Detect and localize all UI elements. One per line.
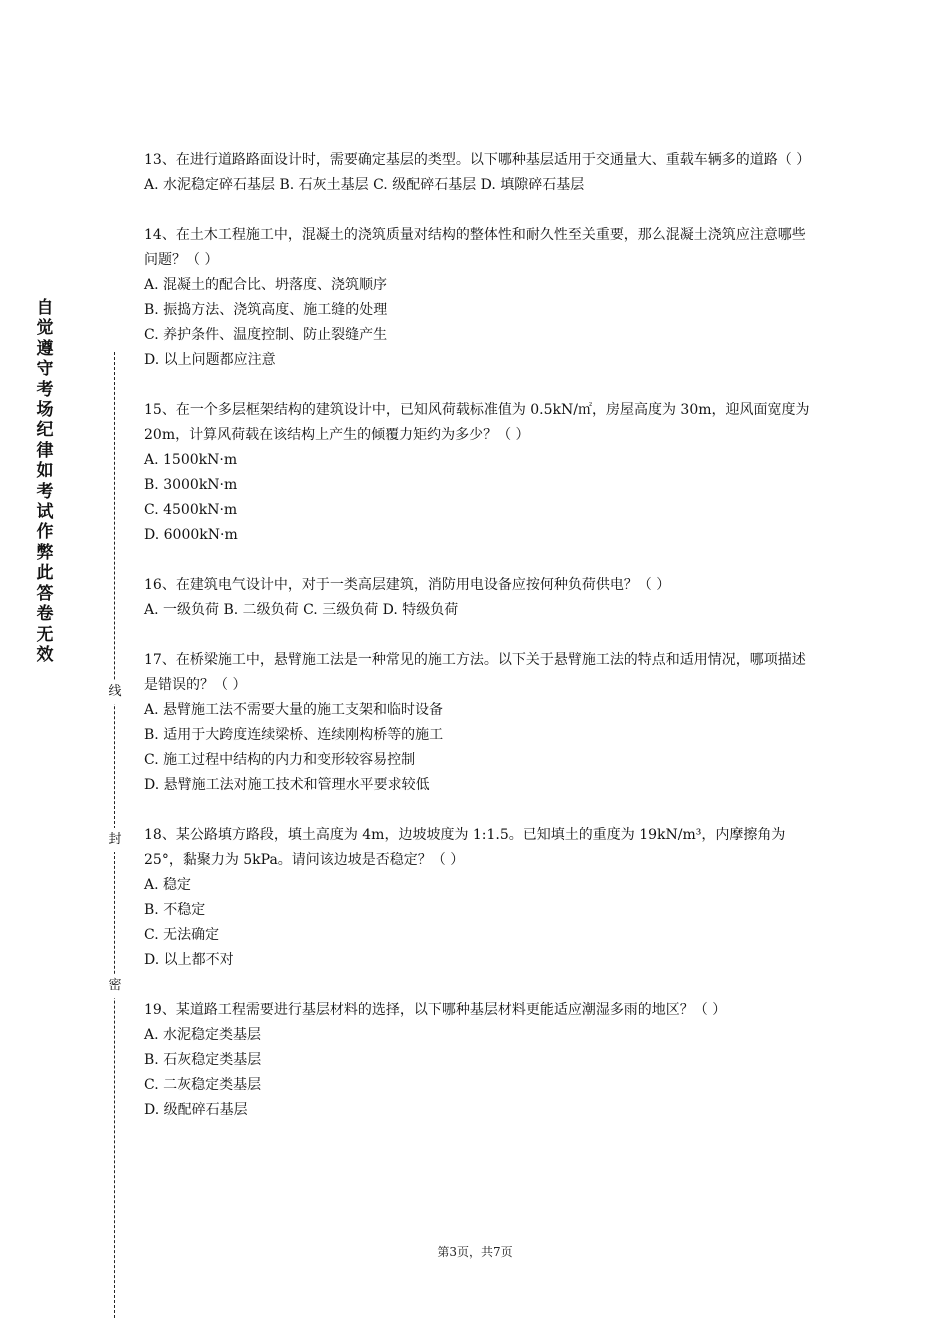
option-b: B. 振捣方法、浇筑高度、施工缝的处理 bbox=[144, 302, 388, 318]
question-16 bbox=[144, 573, 810, 623]
option-a: A. 悬臂施工法不需要大量的施工支架和临时设备 bbox=[144, 702, 444, 718]
option-d: D. 以上都不对 bbox=[144, 952, 234, 968]
question-stem: 15、在一个多层框架结构的建筑设计中，已知风荷载标准值为 0.5kN/㎡，房屋高度为 30m，迎风面宽度为 20m，计算风荷载在该结构上产生的倾覆力矩约为多少？（ ） bbox=[144, 402, 810, 443]
question-stem: 13、在进行道路路面设计时，需要确定基层的类型。以下哪种基层适用于交通量大、重载车辆多的道路（ ） bbox=[144, 152, 811, 168]
option-c: C. 二灰稳定类基层 bbox=[144, 1077, 262, 1093]
option-a: A. 1500kN·m bbox=[144, 452, 238, 468]
option-d: D. 6000kN·m bbox=[144, 527, 238, 543]
option-d: D. 以上问题都应注意 bbox=[144, 352, 276, 368]
option-c: C. 养护条件、温度控制、防止裂缝产生 bbox=[144, 327, 388, 343]
option-d: D. 级配碎石基层 bbox=[144, 1102, 248, 1118]
option-d: D. 悬臂施工法对施工技术和管理水平要求较低 bbox=[144, 777, 430, 793]
seal-label-secret: 密 bbox=[107, 974, 123, 998]
option-b: B. 3000kN·m bbox=[144, 477, 238, 493]
question-stem: 17、在桥梁施工中，悬臂施工法是一种常见的施工方法。以下关于悬臂施工法的特点和适用情况，哪项描述是错误的？（ ） bbox=[144, 652, 806, 693]
question-options: A. 水泥稳定碎石基层 B. 石灰土基层 C. 级配碎石基层 D. 填隙碎石基层 bbox=[144, 177, 585, 193]
page-number: 第3页，共7页 bbox=[437, 1245, 513, 1259]
question-13 bbox=[144, 148, 810, 198]
question-stem: 16、在建筑电气设计中，对于一类高层建筑，消防用电设备应按何种负荷供电？（ ） bbox=[144, 577, 671, 593]
option-b: B. 不稳定 bbox=[144, 902, 206, 918]
question-stem: 18、某公路填方路段，填土高度为 4m，边坡坡度为 1:1.5。已知填土的重度为 19kN/m³，内摩擦角为 25°，黏聚力为 5kPa。请问该边坡是否稳定？（ ） bbox=[144, 827, 786, 868]
exam-discipline-notice: 自觉遵守考场纪律如考试作弊此答卷无效 bbox=[36, 298, 54, 665]
option-a: A. 稳定 bbox=[144, 877, 192, 893]
question-17 bbox=[144, 648, 810, 798]
option-c: C. 无法确定 bbox=[144, 927, 220, 943]
question-stem: 19、某道路工程需要进行基层材料的选择，以下哪种基层材料更能适应潮湿多雨的地区？（ ） bbox=[144, 1002, 727, 1018]
question-list bbox=[144, 148, 810, 1148]
question-stem: 14、在土木工程施工中，混凝土的浇筑质量对结构的整体性和耐久性至关重要，那么混凝土浇筑应注意哪些问题？（ ） bbox=[144, 227, 806, 268]
seal-label-line: 线 bbox=[107, 680, 123, 704]
option-b: B. 适用于大跨度连续梁桥、连续刚构桥等的施工 bbox=[144, 727, 444, 743]
question-15 bbox=[144, 398, 810, 548]
option-c: C. 施工过程中结构的内力和变形较容易控制 bbox=[144, 752, 416, 768]
question-19 bbox=[144, 998, 810, 1123]
question-14 bbox=[144, 223, 810, 373]
question-options: A. 一级负荷 B. 二级负荷 C. 三级负荷 D. 特级负荷 bbox=[144, 602, 459, 618]
option-a: A. 混凝土的配合比、坍落度、浇筑顺序 bbox=[144, 277, 388, 293]
option-b: B. 石灰稳定类基层 bbox=[144, 1052, 262, 1068]
seal-label-seal: 封 bbox=[107, 828, 123, 852]
option-c: C. 4500kN·m bbox=[144, 502, 238, 518]
question-18 bbox=[144, 823, 810, 973]
option-a: A. 水泥稳定类基层 bbox=[144, 1027, 262, 1043]
